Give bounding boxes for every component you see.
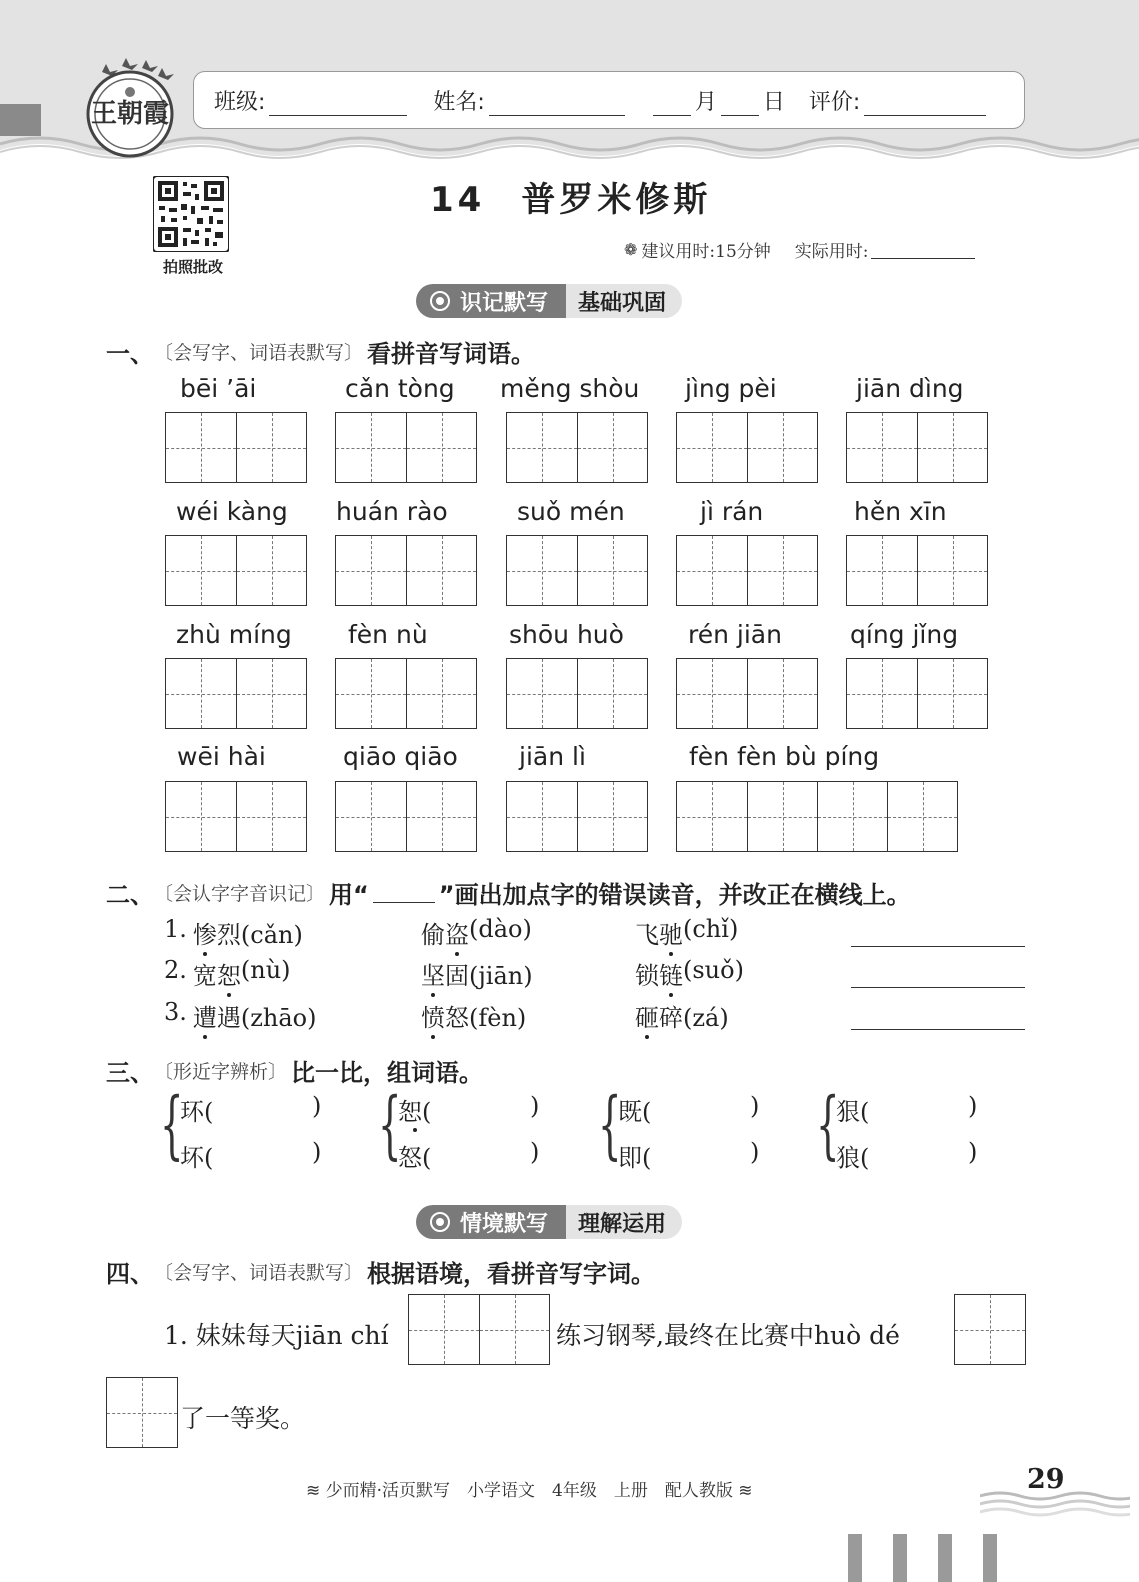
section-banner-1	[416, 284, 682, 318]
paren-close[interactable]: )	[968, 1092, 978, 1120]
footer-wave-decoration	[980, 1488, 1130, 1522]
q1-instruction: 看拼音写词语。	[367, 340, 536, 368]
writing-box[interactable]	[165, 535, 307, 606]
month-line[interactable]	[653, 93, 691, 116]
footer-stripe	[983, 1534, 997, 1582]
lesson-number: 14	[430, 180, 486, 220]
q2-text: 飞	[635, 921, 659, 949]
writing-box[interactable]	[506, 535, 648, 606]
q2-row-3-c	[635, 998, 729, 1033]
writing-box[interactable]	[335, 535, 477, 606]
answer-line[interactable]	[851, 946, 1025, 947]
writing-box[interactable]	[165, 658, 307, 729]
pinyin-label: zhù míng	[176, 620, 292, 649]
brace-icon: {	[598, 1082, 622, 1168]
compare-char: 怒(	[398, 1144, 432, 1172]
medal-icon	[430, 1212, 450, 1232]
q3-instruction: 比一比，组词语。	[291, 1059, 484, 1087]
section2-left-label: 情境默写	[460, 1211, 549, 1237]
pinyin-label: jiān lì	[519, 742, 586, 771]
actual-time-line[interactable]	[871, 240, 975, 259]
q2-row-num: 3.	[164, 998, 187, 1026]
q2-text: 碎(zá)	[659, 1004, 729, 1032]
pinyin-label: wēi hài	[177, 742, 266, 771]
writing-box[interactable]	[106, 1377, 178, 1448]
q2-row-1-a	[164, 915, 303, 950]
actual-time-label: 实际用时:	[794, 242, 869, 262]
q2-text-a: 用“	[329, 881, 369, 909]
dotted-char[interactable]: 链	[659, 956, 683, 991]
writing-box[interactable]	[676, 412, 818, 483]
writing-box[interactable]	[506, 658, 648, 729]
q2-row-1-b	[421, 915, 532, 950]
qr-code-icon[interactable]	[153, 176, 229, 252]
compare-char: 狠(	[836, 1098, 870, 1126]
time-info	[624, 237, 975, 262]
writing-box[interactable]	[165, 781, 307, 852]
pinyin-label: fèn nù	[348, 620, 428, 649]
dotted-char[interactable]: 愤	[421, 998, 445, 1033]
paren-close[interactable]: )	[968, 1138, 978, 1166]
writing-box[interactable]	[954, 1294, 1026, 1365]
q2-row-2-b	[421, 956, 533, 991]
writing-box[interactable]	[846, 658, 988, 729]
compare-group-2	[378, 1082, 550, 1174]
q2-text: (suǒ)	[683, 956, 744, 984]
q4-number: 四、	[106, 1260, 154, 1288]
compare-char: 即(	[618, 1144, 652, 1172]
compare-char: 环(	[180, 1098, 214, 1126]
dotted-char[interactable]: 砸	[635, 998, 659, 1033]
paren-close[interactable]: )	[312, 1092, 322, 1120]
q2-row-num: 1.	[164, 915, 187, 943]
writing-box[interactable]	[676, 658, 818, 729]
section2-right-label: 理解运用	[560, 1205, 682, 1239]
underline-sample	[373, 882, 435, 903]
logo-text: 王朝霞	[90, 99, 170, 129]
pinyin-label: jì rán	[700, 497, 764, 526]
compare-group-3	[598, 1082, 770, 1174]
section-banner-2-left	[416, 1205, 566, 1239]
pinyin-label: rén jiān	[688, 620, 782, 649]
answer-line[interactable]	[851, 1029, 1025, 1030]
brace-icon: {	[378, 1082, 402, 1168]
pinyin-label: qiāo qiāo	[343, 742, 458, 771]
q1-tag: 〔会写字、词语表默写〕	[154, 342, 364, 364]
dotted-char[interactable]: 恕(	[398, 1098, 432, 1126]
section1-left-label: 识记默写	[460, 290, 549, 316]
footer-text: ≋ 少而精·活页默写 小学语文 4年级 上册 配人教版 ≋	[306, 1481, 753, 1501]
writing-box[interactable]	[846, 412, 988, 483]
dotted-char[interactable]: 恕	[217, 956, 241, 991]
dotted-char[interactable]: 坚	[421, 956, 445, 991]
name-label: 姓名:	[433, 89, 485, 115]
paren-close[interactable]: )	[530, 1092, 540, 1120]
q2-text: (chǐ)	[683, 915, 739, 943]
section-banner-1-left	[416, 284, 566, 318]
q2-row-3-a	[164, 998, 317, 1033]
writing-box-long[interactable]	[676, 781, 958, 852]
dotted-char[interactable]: 遭	[193, 998, 217, 1033]
pinyin-label: qíng jǐng	[850, 620, 959, 649]
pinyin-label: bēi ’āi	[180, 374, 257, 403]
paren-close[interactable]: )	[750, 1138, 760, 1166]
writing-box[interactable]	[506, 412, 648, 483]
compare-group-4	[816, 1082, 988, 1174]
flower-icon: ❁	[624, 240, 638, 259]
q2-row-1-c	[635, 915, 738, 950]
eval-field[interactable]	[809, 85, 990, 116]
q4-tag: 〔会写字、词语表默写〕	[154, 1262, 364, 1284]
pinyin-label: huán rào	[336, 497, 448, 526]
pinyin-label: jìng pèi	[685, 374, 777, 403]
lesson-name: 普罗米修斯	[521, 180, 712, 220]
brace-icon: {	[816, 1082, 840, 1168]
section1-right-label: 基础巩固	[560, 284, 682, 318]
writing-box[interactable]	[165, 412, 307, 483]
pinyin-label: fèn fèn bù píng	[689, 742, 880, 771]
pinyin-label: wéi kàng	[176, 497, 288, 526]
compare-group-1	[160, 1082, 332, 1174]
answer-line[interactable]	[851, 987, 1025, 988]
q2-text: 固(jiān)	[445, 962, 533, 990]
pinyin-label: cǎn tòng	[345, 374, 455, 403]
lesson-title	[430, 172, 711, 221]
writing-box[interactable]	[846, 535, 988, 606]
pinyin-label: měng shòu	[500, 374, 640, 403]
name-line[interactable]	[489, 93, 625, 116]
writing-box[interactable]	[676, 535, 818, 606]
q2-row-num: 2.	[164, 956, 187, 984]
q2-text: 遇(zhāo)	[216, 1004, 317, 1032]
pinyin-label: shōu huò	[509, 620, 624, 649]
q2-text: 锁	[635, 962, 659, 990]
eval-label: 评价:	[808, 89, 861, 115]
dotted-char[interactable]: 盗	[445, 915, 469, 950]
writing-box[interactable]	[335, 658, 477, 729]
writing-box[interactable]	[408, 1294, 550, 1365]
q3-tag: 〔形近字辨析〕	[154, 1061, 288, 1083]
q2-row-3-b	[421, 998, 526, 1033]
q1-number: 一、	[106, 340, 154, 368]
day-line[interactable]	[721, 93, 759, 116]
brace-icon: {	[160, 1082, 184, 1168]
class-line[interactable]	[269, 93, 407, 116]
q2-tag: 〔会认字字音识记〕	[154, 883, 326, 905]
pinyin-label: hěn xīn	[854, 497, 947, 526]
paren-close[interactable]: )	[312, 1138, 322, 1166]
dotted-char[interactable]: 驰	[659, 915, 683, 950]
q1-heading	[106, 334, 535, 369]
footer-stripe	[893, 1534, 907, 1582]
date-field[interactable]	[649, 85, 785, 116]
name-field[interactable]	[433, 85, 628, 116]
footer-stripe	[938, 1534, 952, 1582]
q2-text: 怒(fèn)	[445, 1004, 527, 1032]
writing-box[interactable]	[335, 781, 477, 852]
month-label: 月	[694, 89, 717, 115]
q4-heading	[106, 1254, 655, 1289]
q2-row-2-a	[164, 956, 291, 991]
paren-close[interactable]: )	[750, 1092, 760, 1120]
q4-instruction: 根据语境，看拼音写字词。	[367, 1260, 656, 1288]
pinyin-label: jiān dìng	[856, 374, 964, 403]
q2-text-b: ”画出加点字的错误读音，并改正在横线上。	[438, 881, 911, 909]
suggested-time: 建议用时:15分钟	[641, 242, 771, 262]
q2-text: 宽	[192, 962, 217, 990]
class-label: 班级:	[214, 89, 266, 115]
q3-number: 三、	[106, 1059, 154, 1087]
qr-label: 拍照批改	[162, 258, 223, 276]
page-number: 29	[1027, 1464, 1065, 1495]
compare-char: 坏(	[180, 1144, 214, 1172]
side-tab	[0, 104, 41, 136]
eval-line[interactable]	[864, 93, 986, 116]
q4-sentence-part-3: 了一等奖。	[180, 1404, 306, 1433]
compare-char: 狼(	[836, 1144, 870, 1172]
q2-text: (dào)	[469, 915, 532, 943]
compare-char	[398, 1092, 431, 1127]
writing-box[interactable]	[506, 781, 648, 852]
q2-text: 烈(cǎn)	[216, 921, 303, 949]
writing-box[interactable]	[335, 412, 477, 483]
q4-sentence-part-2: 练习钢琴,最终在比赛中huò dé	[556, 1321, 900, 1350]
q2-text: 偷	[421, 921, 445, 949]
compare-char: 既(	[618, 1098, 652, 1126]
day-label: 日	[762, 89, 785, 115]
footer-stripe	[848, 1534, 862, 1582]
class-field[interactable]	[214, 85, 411, 116]
student-info-box	[193, 71, 1025, 129]
q2-number: 二、	[106, 881, 154, 909]
q2-heading	[106, 875, 911, 910]
q4-sentence-part-1: 1. 妹妹每天jiān chí	[164, 1321, 389, 1350]
medal-icon	[430, 291, 450, 311]
dotted-char[interactable]: 惨	[193, 915, 217, 950]
pinyin-label: suǒ mén	[517, 497, 625, 526]
q2-text: (nù)	[240, 956, 291, 984]
q2-row-2-c	[635, 956, 744, 991]
paren-close[interactable]: )	[530, 1138, 540, 1166]
brand-seal-logo	[82, 58, 178, 158]
section-banner-2	[416, 1205, 682, 1239]
